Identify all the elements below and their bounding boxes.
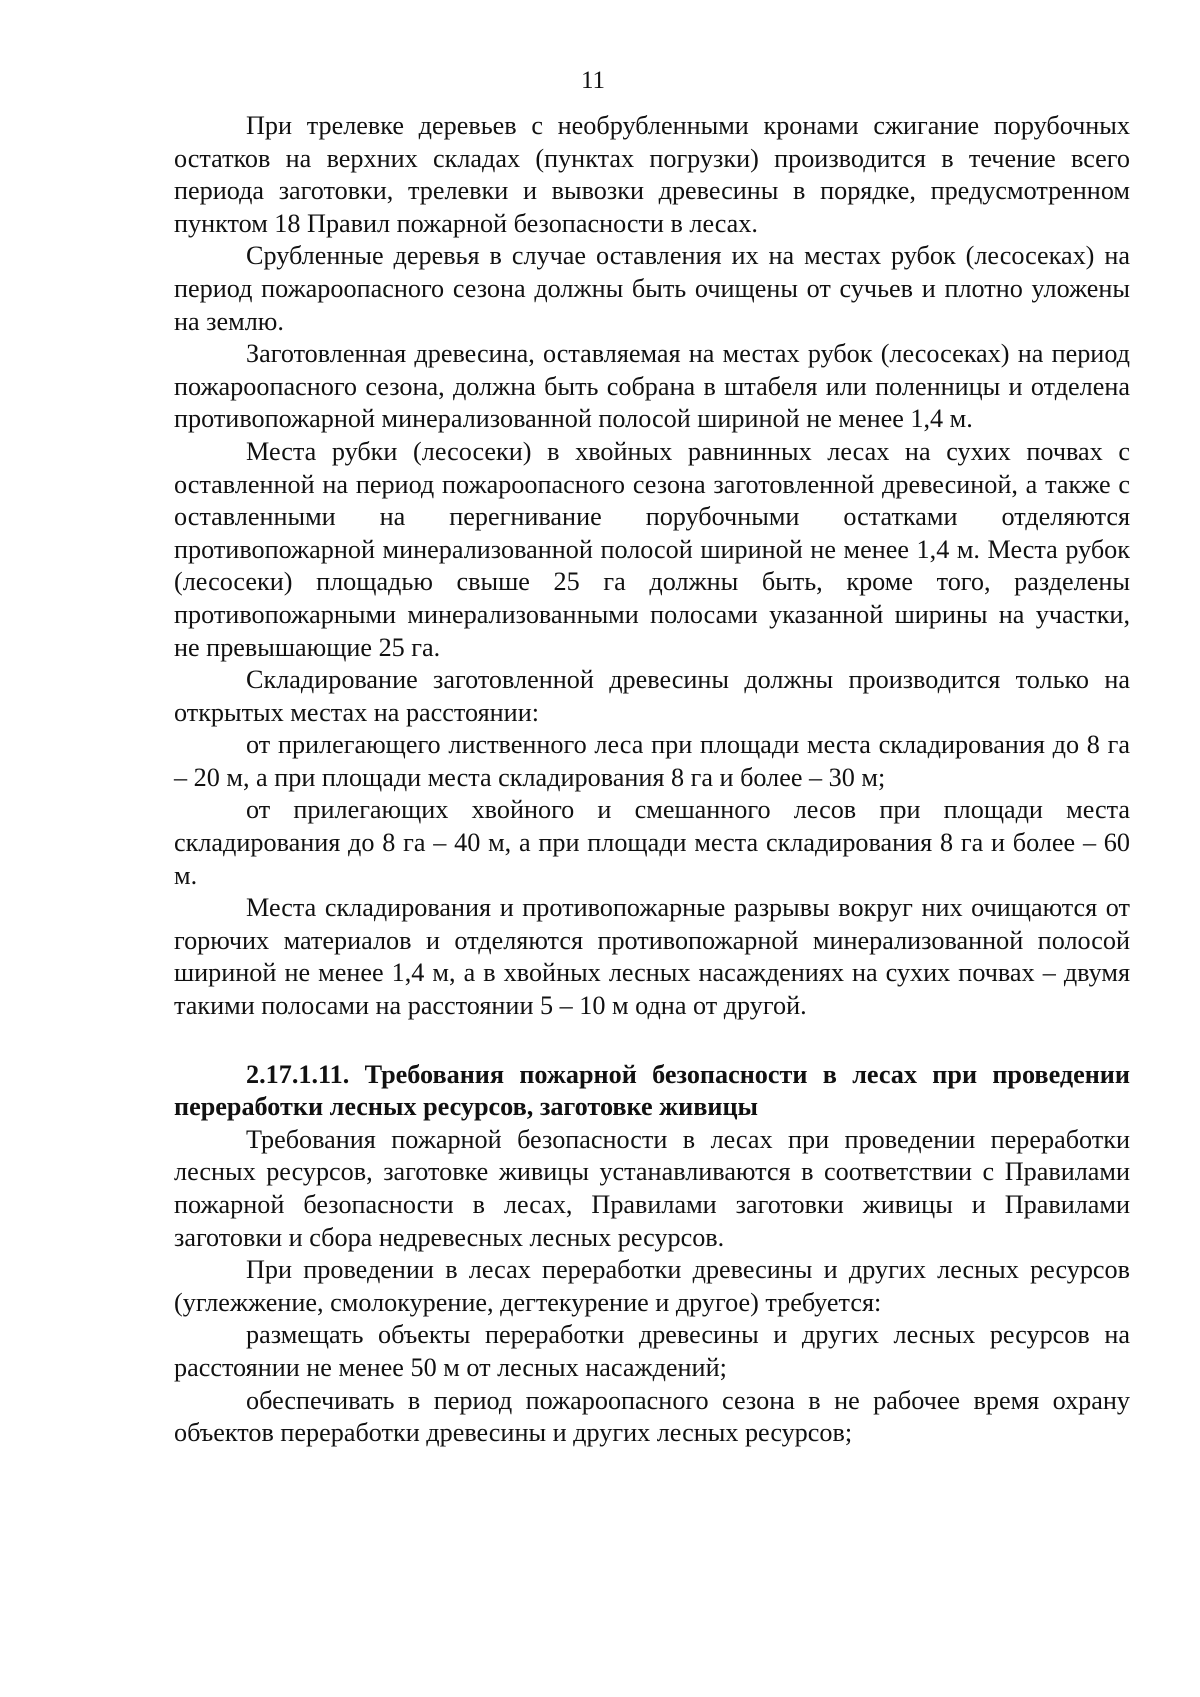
- paragraph-felling-sites: Места рубки (лесосеки) в хвойных равнинных лесах на сухих почвах с оставленной на период пожароопасного сезона заготовленной древесиной, а также с оставленными на перегнивание порубочными остатками отделяются противопожарной минерализованной полосой шириной не менее 1,4 м. Места рубок (лесосеки) площадью свыше 25 га должны быть, кроме того, разделены противопожарными минерализованными полосами указанной ширины на участки, не превышающие 25 га.: [174, 436, 1130, 662]
- paragraph-storage-clearing: Места складирования и противопожарные разрывы вокруг них очищаются от горючих материалов и отделяются противопожарной минерализованной полосой шириной не менее 1,4 м, а в хвойных лесных насаждениях на сухих почвах – двумя такими полосами на расстоянии 5 – 10 м одна от другой.: [174, 893, 1130, 1021]
- paragraph-processing-requirements: Требования пожарной безопасности в лесах при проведении переработки лесных ресурсов, заготовке живицы устанавливаются в соответствии с Правилами пожарной безопасности в лесах, Правилами заготовки живицы и Правилами заготовки и сбора недревесных лесных ресурсов.: [174, 1124, 1130, 1252]
- paragraph-timber-storage: Складирование заготовленной древесины должны производится только на открытых местах на расстоянии:: [174, 665, 1130, 727]
- paragraph-felled-trees: Срубленные деревья в случае оставления их на местах рубок (лесосеках) на период пожароопасного сезона должны быть очищены от сучьев и плотно уложены на землю.: [174, 241, 1130, 336]
- paragraph-skidding-trees: При трелевке деревьев с необрубленными кронами сжигание порубочных остатков на верхних складах (пунктах погрузки) производится в течение всего периода заготовки, трелевки и вывозки древесины в порядке, предусмотренном пунктом 18 Правил пожарной безопасности в лесах.: [174, 111, 1130, 238]
- paragraph-deciduous-distance: от прилегающего лиственного леса при площади места складирования до 8 га – 20 м, а при площади места складирования 8 га и более – 30 м;: [174, 730, 1130, 792]
- page-number: 11: [580, 67, 606, 94]
- document-body: [174, 110, 1130, 1450]
- paragraph-guarding-objects: обеспечивать в период пожароопасного сезона в не рабочее время охрану объектов переработки древесины и других лесных ресурсов;: [174, 1385, 1130, 1448]
- paragraph-processing-intro: При проведении в лесах переработки древесины и других лесных ресурсов (углежжение, смолокурение, дегтекурение и другое) требуется:: [174, 1255, 1130, 1317]
- paragraph-placement-distance: размещать объекты переработки древесины и других лесных ресурсов на расстоянии не менее 50 м от лесных насаждений;: [174, 1320, 1130, 1382]
- paragraph-coniferous-distance: от прилегающих хвойного и смешанного лесов при площади места складирования до 8 га – 40 м, а при площади места складирования 8 га и более – 60 м.: [174, 795, 1130, 890]
- section-heading: 2.17.1.11. Требования пожарной безопасности в лесах при проведении переработки лесных ресурсов, заготовке живицы: [174, 1059, 1130, 1122]
- paragraph-harvested-timber: Заготовленная древесина, оставляемая на местах рубок (лесосеках) на период пожароопасного сезона, должна быть собрана в штабеля или поленницы и отделена противопожарной минерализованной полосой шириной не менее 1,4 м.: [174, 339, 1130, 434]
